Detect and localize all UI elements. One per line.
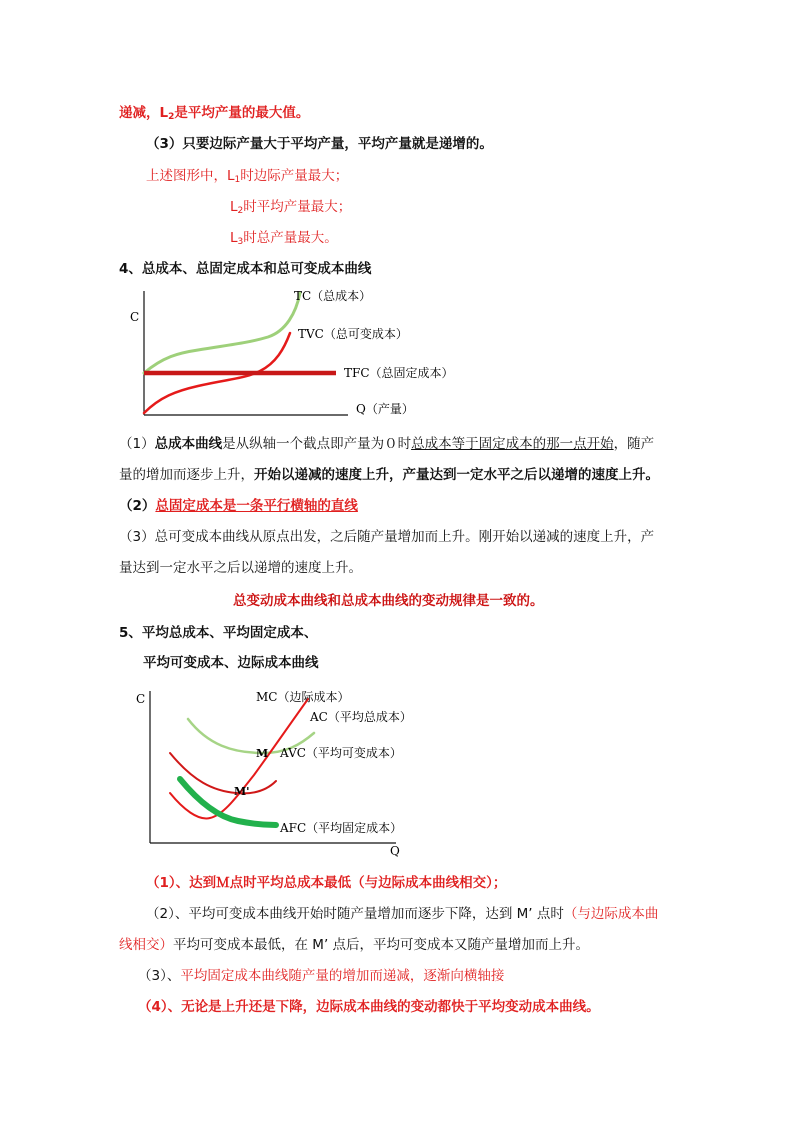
tc-description-line2 <box>119 465 659 485</box>
p2-line1-red: （与边际成本曲 <box>563 906 659 922</box>
avc-label: AVC（平均可变成本） <box>280 746 402 760</box>
tc-curve <box>144 293 300 373</box>
summary3-sub: 3 <box>237 237 244 247</box>
summary-line-1 <box>146 166 348 190</box>
p2-line1-text: （2）、平均可变成本曲线开始时随产量增加而逐步下降，达到 M’ 点时 <box>146 906 564 922</box>
summary2-sub: 2 <box>237 206 244 216</box>
y-axis-label: C <box>130 310 140 324</box>
section5-heading-line1: 5、平均总成本、平均固定成本、 <box>119 625 318 641</box>
tc-label: TC（总成本） <box>294 289 372 303</box>
p3-number: （3）、 <box>138 968 181 984</box>
summary2-suffix: 时平均产量最大； <box>243 199 352 215</box>
tvc-description-line1: （3）总可变成本曲线从原点出发，之后随产量增加而上升。刚开始以递减的速度上升，产 <box>119 529 655 545</box>
summary3-suffix: 时总产量最大。 <box>243 230 338 246</box>
p3-text: 平均固定成本曲线随产量的增加而递减，逐渐向横轴接 <box>180 968 505 984</box>
tvc-description-line2: 量达到一定水平之后以递增的速度上升。 <box>119 560 362 576</box>
summary1-suffix: 时边际产量最大； <box>240 168 349 184</box>
summary1-sub: 1 <box>234 175 241 185</box>
p1-line2-text: 量的增加而逐步上升， <box>119 467 254 483</box>
m-point-label: M <box>256 747 269 760</box>
point-3: （3）只要边际产量大于平均产量，平均产量就是递增的。 <box>146 136 493 152</box>
ac-minimum-note: （1）、达到Ｍ点时平均总成本最低（与边际成本曲线相交）； <box>146 875 507 891</box>
x-axis-label: Q <box>390 844 400 858</box>
afc-label: AFC（平均固定成本） <box>280 821 403 835</box>
total-cost-diagram <box>118 283 478 418</box>
summary-line-3 <box>230 228 338 252</box>
summary2-prefix: L <box>230 199 238 215</box>
y-axis-label: C <box>136 692 146 706</box>
section5-heading-line2: 平均可变成本、边际成本曲线 <box>143 655 319 671</box>
afc-curve <box>180 779 276 825</box>
p2-line2-red: 线相交） <box>119 937 173 953</box>
summary3-prefix: L <box>230 230 238 246</box>
m-prime-point-label: M' <box>234 785 250 798</box>
p2-number: （2） <box>119 498 156 514</box>
ac-label: AC（平均总成本） <box>310 710 412 724</box>
tfc-description <box>119 496 358 516</box>
average-cost-diagram <box>128 683 458 858</box>
tvc-label: TVC（总可变成本） <box>298 327 408 341</box>
p1-line2-bold: 开始以递减的速度上升，产量达到一定水平之后以递增的速度上升。 <box>254 467 659 483</box>
section4-heading: 4、总成本、总固定成本和总可变成本曲线 <box>119 261 372 277</box>
summary1-prefix: 上述图形中，L <box>146 168 235 184</box>
tfc-label: TFC（总固定成本） <box>344 366 454 380</box>
l2-statement <box>119 103 309 127</box>
p1-tail: ，随产 <box>613 436 655 452</box>
mc-label: MC（边际成本） <box>256 690 350 704</box>
tc-description-line1 <box>119 434 654 454</box>
p2-line2-text: 平均可变成本最低，在 M’ 点后，平均可变成本又随产量增加而上升。 <box>173 937 590 953</box>
p1-number: （1） <box>119 436 155 452</box>
avc-note-line1 <box>146 904 658 924</box>
p1-underlined: 总成本等于固定成本的那一点开始 <box>411 436 614 452</box>
p1-text: 是从纵轴一个截点即产量为０时 <box>222 436 412 452</box>
l2-prefix: 递减，L <box>119 105 169 121</box>
p1-term: 总成本曲线 <box>154 436 223 452</box>
l2-suffix: 是平均产量的最大值。 <box>174 105 310 121</box>
avc-note-line2 <box>119 935 589 955</box>
p2-statement: 总固定成本是一条平行横轴的直线 <box>155 498 358 514</box>
l2-sub: 2 <box>168 112 175 122</box>
section4-conclusion: 总变动成本曲线和总成本曲线的变动规律是一致的。 <box>233 593 544 609</box>
mc-speed-note: （4）、无论是上升还是下降，边际成本曲线的变动都快于平均变动成本曲线。 <box>138 999 600 1015</box>
afc-note <box>138 966 504 986</box>
x-axis-label: Q（产量） <box>356 402 414 416</box>
summary-line-2 <box>230 197 351 221</box>
